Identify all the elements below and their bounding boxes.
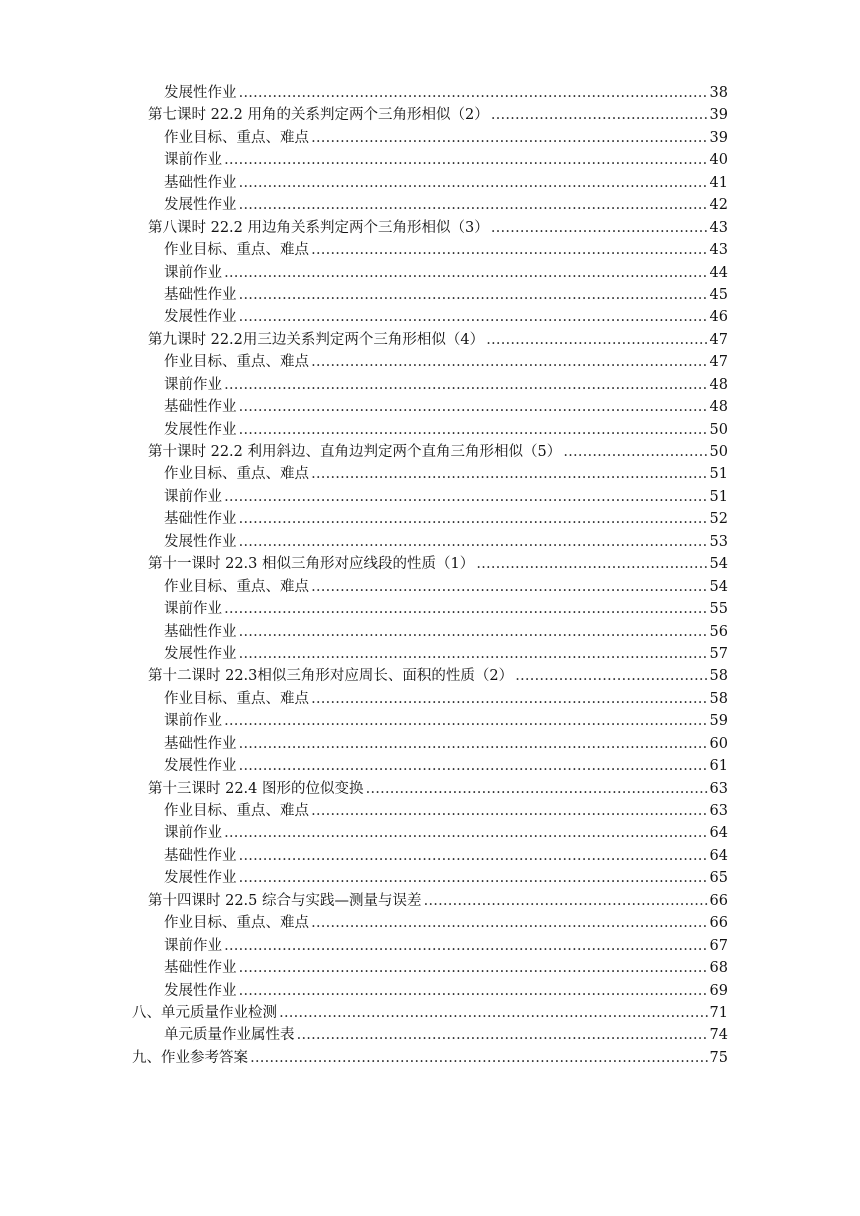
dot-leader <box>279 1002 708 1024</box>
dot-leader <box>311 463 708 485</box>
toc-subentry[interactable] <box>0 508 860 530</box>
toc-page-number: 54 <box>709 578 728 595</box>
toc-lesson-entry[interactable] <box>0 217 860 239</box>
toc-subentry[interactable] <box>0 867 860 889</box>
toc-entry-title: 发展性作业 <box>164 197 237 214</box>
toc-page-number: 38 <box>709 85 728 101</box>
toc-entry-title: 第十三课时 22.4 图形的位似变换 <box>148 780 364 797</box>
toc-subentry[interactable] <box>0 912 860 934</box>
toc-subentry[interactable] <box>0 531 860 553</box>
toc-entry-line <box>164 710 728 732</box>
dot-leader <box>224 374 708 396</box>
dot-leader <box>239 733 708 755</box>
toc-entry-line <box>164 396 728 418</box>
toc-entry-title: 发展性作业 <box>164 870 237 887</box>
toc-entry-title: 发展性作业 <box>164 645 237 662</box>
toc-entry-title: 八、单元质量作业检测 <box>132 1004 277 1021</box>
toc-entry-title: 第七课时 22.2 用角的关系判定两个三角形相似（2） <box>148 107 489 124</box>
toc-subentry[interactable] <box>0 755 860 777</box>
toc-page-number: 50 <box>709 444 728 460</box>
toc-entry-line <box>132 1002 728 1024</box>
toc-entry-title: 基础性作业 <box>164 399 237 416</box>
dot-leader <box>311 688 708 710</box>
toc-entry-line <box>164 194 728 216</box>
toc-entry-title: 基础性作业 <box>164 174 237 191</box>
toc-entry-title: 课前作业 <box>164 488 222 505</box>
toc-entry-title: 作业目标、重点、难点 <box>164 129 309 146</box>
toc-entry-title: 第十四课时 22.5 综合与实践—测量与误差 <box>148 892 422 909</box>
toc-entry-title: 第十一课时 22.3 相似三角形对应线段的性质（1） <box>148 556 475 573</box>
toc-entry-title: 发展性作业 <box>164 533 237 550</box>
toc-lesson-entry[interactable] <box>0 778 860 800</box>
dot-leader <box>224 598 708 620</box>
dot-leader <box>311 351 708 373</box>
toc-page-number: 44 <box>709 264 728 281</box>
dot-leader <box>224 710 708 732</box>
toc-page-number: 43 <box>709 219 728 236</box>
toc-subentry[interactable] <box>0 194 860 216</box>
toc-page-number: 40 <box>709 152 728 169</box>
toc-subentry[interactable] <box>0 822 860 844</box>
toc-page-number: 69 <box>709 982 728 999</box>
dot-leader <box>563 441 707 463</box>
toc-subentry[interactable] <box>0 621 860 643</box>
toc-subentry[interactable] <box>0 239 860 261</box>
toc-lesson-entry[interactable] <box>0 104 860 126</box>
dot-leader <box>311 576 708 598</box>
toc-subentry[interactable] <box>0 127 860 149</box>
toc-entry-line <box>164 82 728 104</box>
toc-page-number: 74 <box>709 1027 728 1044</box>
dot-leader <box>239 845 708 867</box>
toc-page-number: 41 <box>709 174 728 191</box>
dot-leader <box>224 262 708 284</box>
toc-entry-title: 发展性作业 <box>164 85 237 101</box>
toc-lesson-entry[interactable] <box>0 553 860 575</box>
dot-leader <box>239 82 708 104</box>
dot-leader <box>476 553 707 575</box>
dot-leader <box>239 621 708 643</box>
toc-entry-line <box>164 733 728 755</box>
toc-entry-line <box>164 980 728 1002</box>
toc-page-number: 66 <box>709 892 728 909</box>
dot-leader <box>311 239 708 261</box>
toc-entry-line <box>164 957 728 979</box>
dot-leader <box>224 822 708 844</box>
dot-leader <box>224 486 708 508</box>
toc-lesson-entry[interactable] <box>0 441 860 463</box>
toc-page-number: 48 <box>709 399 728 416</box>
toc-subentry[interactable] <box>0 733 860 755</box>
toc-entry-line <box>164 351 728 373</box>
toc-entry-line <box>164 239 728 261</box>
toc-entry-title: 基础性作业 <box>164 511 237 528</box>
toc-chapter-entry[interactable] <box>0 1002 860 1024</box>
toc-subentry[interactable] <box>0 172 860 194</box>
toc-entry-line <box>148 329 728 351</box>
toc-entry-line <box>164 643 728 665</box>
toc-subentry[interactable] <box>0 284 860 306</box>
toc-entry-line <box>164 463 728 485</box>
toc-page-number: 50 <box>709 421 728 438</box>
dot-leader <box>366 778 708 800</box>
toc-subentry[interactable] <box>0 688 860 710</box>
toc-entry-title: 课前作业 <box>164 601 222 618</box>
toc-page-number: 58 <box>709 668 728 685</box>
toc-page-number: 71 <box>709 1004 728 1021</box>
dot-leader <box>239 284 708 306</box>
toc-entry-line <box>164 688 728 710</box>
toc-entry-title: 课前作业 <box>164 937 222 954</box>
toc-lesson-entry[interactable] <box>0 665 860 687</box>
toc-entry-title: 基础性作业 <box>164 735 237 752</box>
toc-subentry[interactable] <box>0 149 860 171</box>
toc-entry-line <box>148 890 728 912</box>
toc-lesson-entry[interactable] <box>0 329 860 351</box>
toc-entry-title: 作业目标、重点、难点 <box>164 578 309 595</box>
toc-entry-line <box>148 104 728 126</box>
toc-entry-title: 基础性作业 <box>164 960 237 977</box>
toc-entry-title: 发展性作业 <box>164 758 237 775</box>
toc-page-number: 39 <box>709 107 728 124</box>
table-of-contents <box>0 82 860 1069</box>
toc-entry-line <box>164 621 728 643</box>
toc-entry-title: 课前作业 <box>164 376 222 393</box>
dot-leader <box>239 508 708 530</box>
toc-subentry[interactable] <box>0 374 860 396</box>
dot-leader <box>239 755 708 777</box>
toc-page-number: 45 <box>709 286 728 303</box>
toc-entry-line <box>132 1047 728 1069</box>
toc-entry-line <box>148 665 728 687</box>
toc-subentry[interactable] <box>0 463 860 485</box>
toc-subentry[interactable] <box>0 710 860 732</box>
toc-page-number: 61 <box>709 758 728 775</box>
toc-page-number: 75 <box>709 1049 728 1066</box>
toc-entry-title: 课前作业 <box>164 713 222 730</box>
toc-entry-title: 发展性作业 <box>164 982 237 999</box>
toc-entry-line <box>164 149 728 171</box>
toc-chapter-entry[interactable] <box>0 1047 860 1069</box>
toc-page-number: 57 <box>709 645 728 662</box>
toc-page-number: 64 <box>709 847 728 864</box>
toc-subentry[interactable] <box>0 1024 860 1046</box>
toc-subentry[interactable] <box>0 486 860 508</box>
toc-entry-line <box>164 127 728 149</box>
toc-entry-line <box>164 374 728 396</box>
toc-page-number: 51 <box>709 466 728 483</box>
toc-entry-line <box>148 553 728 575</box>
toc-entry-title: 作业目标、重点、难点 <box>164 915 309 932</box>
toc-entry-title: 作业目标、重点、难点 <box>164 466 309 483</box>
toc-subentry[interactable] <box>0 419 860 441</box>
toc-entry-line <box>148 441 728 463</box>
toc-entry-line <box>164 755 728 777</box>
dot-leader <box>224 149 708 171</box>
toc-entry-line <box>164 1024 728 1046</box>
dot-leader <box>239 957 708 979</box>
toc-entry-title: 基础性作业 <box>164 847 237 864</box>
toc-entry-title: 第八课时 22.2 用边角关系判定两个三角形相似（3） <box>148 219 489 236</box>
toc-entry-line <box>164 598 728 620</box>
toc-entry-line <box>164 845 728 867</box>
toc-page-number: 53 <box>709 533 728 550</box>
toc-entry-line <box>148 217 728 239</box>
toc-lesson-entry[interactable] <box>0 890 860 912</box>
toc-entry-line <box>164 531 728 553</box>
dot-leader <box>239 643 708 665</box>
dot-leader <box>250 1047 708 1069</box>
toc-page-number: 56 <box>709 623 728 640</box>
toc-entry-title: 作业目标、重点、难点 <box>164 803 309 819</box>
toc-page-number: 42 <box>709 197 728 214</box>
toc-page-number: 64 <box>709 825 728 842</box>
dot-leader <box>239 172 708 194</box>
toc-subentry[interactable] <box>0 82 860 104</box>
toc-subentry[interactable] <box>0 845 860 867</box>
toc-entry-title: 作业目标、重点、难点 <box>164 354 309 371</box>
toc-entry-title: 课前作业 <box>164 264 222 281</box>
toc-entry-title: 作业目标、重点、难点 <box>164 242 309 259</box>
toc-page-number: 65 <box>709 870 728 887</box>
toc-subentry[interactable] <box>0 598 860 620</box>
dot-leader <box>297 1024 708 1046</box>
dot-leader <box>491 104 708 126</box>
dot-leader <box>239 867 708 889</box>
dot-leader <box>311 127 708 149</box>
toc-entry-line <box>164 508 728 530</box>
toc-entry-line <box>164 419 728 441</box>
dot-leader <box>491 217 708 239</box>
dot-leader <box>311 912 708 934</box>
dot-leader <box>239 396 708 418</box>
toc-entry-line <box>164 576 728 598</box>
dot-leader <box>239 419 708 441</box>
toc-entry-line <box>164 935 728 957</box>
toc-page-number: 59 <box>709 713 728 730</box>
toc-page-number: 68 <box>709 960 728 977</box>
toc-page-number: 43 <box>709 242 728 259</box>
toc-page-number: 52 <box>709 511 728 528</box>
toc-subentry[interactable] <box>0 576 860 598</box>
dot-leader <box>515 665 707 687</box>
toc-subentry[interactable] <box>0 980 860 1002</box>
toc-page-number: 63 <box>709 803 728 819</box>
toc-entry-line <box>164 800 728 822</box>
toc-page-number: 67 <box>709 937 728 954</box>
toc-entry-title: 第十课时 22.2 利用斜边、直角边判定两个直角三角形相似（5） <box>148 444 562 460</box>
dot-leader <box>486 329 707 351</box>
toc-subentry[interactable] <box>0 957 860 979</box>
toc-subentry[interactable] <box>0 262 860 284</box>
toc-page-number: 58 <box>709 690 728 707</box>
toc-entry-line <box>164 822 728 844</box>
toc-page-number: 63 <box>709 780 728 797</box>
toc-page-number: 47 <box>709 354 728 371</box>
toc-subentry[interactable] <box>0 935 860 957</box>
toc-page-number: 54 <box>709 556 728 573</box>
toc-entry-title: 单元质量作业属性表 <box>164 1027 295 1044</box>
toc-entry-line <box>164 306 728 328</box>
toc-subentry[interactable] <box>0 306 860 328</box>
toc-subentry[interactable] <box>0 396 860 418</box>
toc-subentry[interactable] <box>0 351 860 373</box>
dot-leader <box>239 194 708 216</box>
toc-entry-title: 第九课时 22.2用三边关系判定两个三角形相似（4） <box>148 331 485 348</box>
toc-entry-title: 作业目标、重点、难点 <box>164 690 309 707</box>
toc-entry-title: 九、作业参考答案 <box>132 1049 248 1066</box>
toc-entry-line <box>164 867 728 889</box>
toc-entry-title: 课前作业 <box>164 152 222 169</box>
toc-entry-line <box>164 284 728 306</box>
toc-page-number: 55 <box>709 601 728 618</box>
dot-leader <box>424 890 708 912</box>
toc-page-number: 39 <box>709 129 728 146</box>
dot-leader <box>239 980 708 1002</box>
toc-entry-line <box>164 912 728 934</box>
toc-entry-line <box>164 172 728 194</box>
dot-leader <box>311 800 708 822</box>
toc-entry-title: 课前作业 <box>164 825 222 842</box>
toc-subentry[interactable] <box>0 643 860 665</box>
toc-page-number: 60 <box>709 735 728 752</box>
dot-leader <box>239 306 708 328</box>
toc-entry-title: 基础性作业 <box>164 286 237 303</box>
toc-page-number: 46 <box>709 309 728 326</box>
toc-entry-line <box>164 486 728 508</box>
toc-page-number: 51 <box>709 488 728 505</box>
toc-entry-line <box>164 262 728 284</box>
toc-subentry[interactable] <box>0 800 860 822</box>
toc-entry-title: 基础性作业 <box>164 623 237 640</box>
toc-page-number: 48 <box>709 376 728 393</box>
dot-leader <box>239 531 708 553</box>
toc-entry-title: 发展性作业 <box>164 309 237 326</box>
toc-entry-title: 第十二课时 22.3相似三角形对应周长、面积的性质（2） <box>148 668 514 685</box>
dot-leader <box>224 935 708 957</box>
toc-entry-title: 发展性作业 <box>164 421 237 438</box>
toc-page-number: 66 <box>709 915 728 932</box>
toc-page-number: 47 <box>709 331 728 348</box>
toc-entry-line <box>148 778 728 800</box>
